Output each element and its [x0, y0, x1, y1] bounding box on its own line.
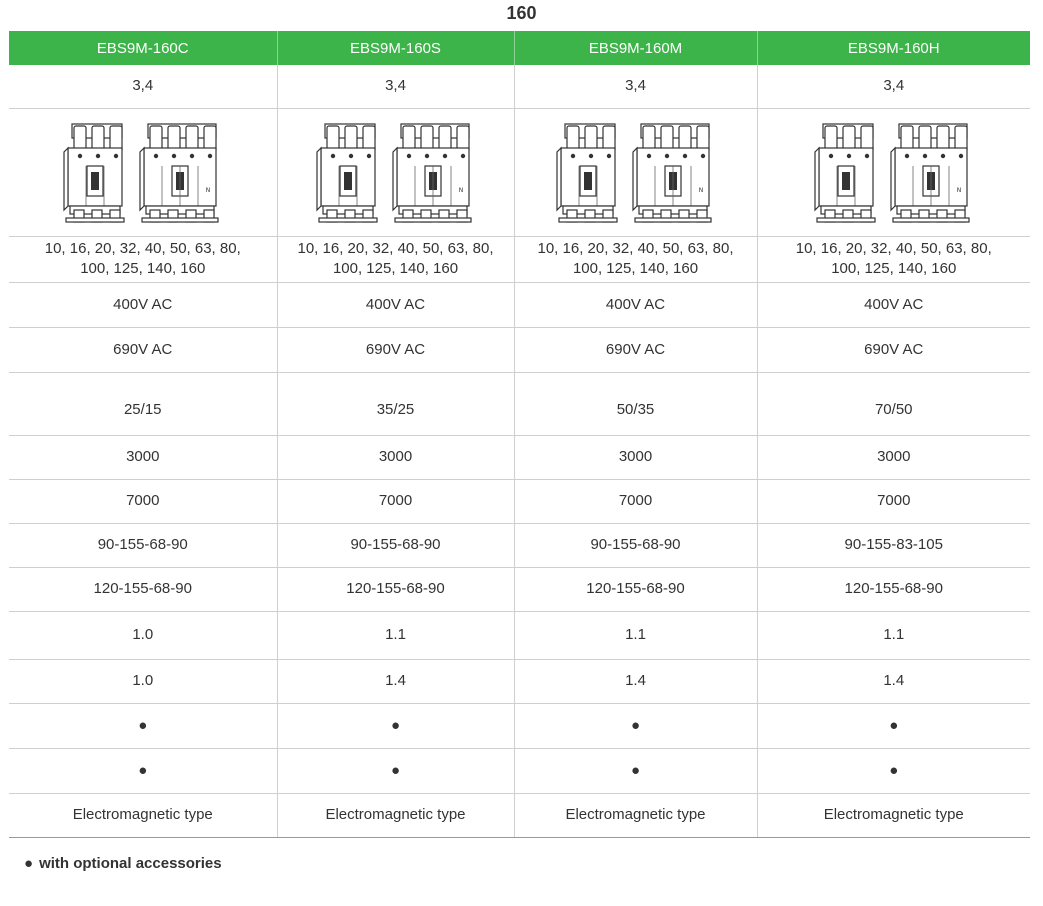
table-row [9, 611, 1030, 659]
cell-line: 100, 125, 140, 160 [831, 260, 957, 277]
table-row [9, 567, 1030, 611]
included-dot: ● [514, 703, 757, 748]
table-row [9, 703, 1030, 748]
table-row [9, 282, 1030, 327]
table-cell: Electromagnetic type [9, 793, 277, 837]
table-cell: 50/35 [514, 372, 757, 435]
svg-text:N: N [458, 187, 463, 194]
table-cell: 3000 [277, 435, 514, 479]
table-cell: 690V AC [514, 327, 757, 372]
table-row [9, 327, 1030, 372]
table-cell: Electromagnetic type [277, 793, 514, 837]
table-cell: 1.0 [9, 659, 277, 703]
table-cell: 90-155-68-90 [277, 523, 514, 567]
table-cell: 400V AC [277, 282, 514, 327]
page-title: 160 [506, 3, 537, 23]
table-row [9, 65, 1030, 108]
included-dot: ● [9, 703, 277, 748]
table-cell: 3,4 [9, 65, 277, 108]
table-cell: 1.1 [514, 611, 757, 659]
table-cell: 7000 [277, 479, 514, 523]
product-image-cell [757, 108, 1030, 236]
table-cell: 400V AC [514, 282, 757, 327]
cell-line: 100, 125, 140, 160 [332, 260, 459, 277]
table-cell: 1.1 [277, 611, 514, 659]
header-row [9, 31, 1030, 65]
table-cell: 120-155-68-90 [277, 567, 514, 611]
svg-text:N: N [205, 187, 210, 194]
cell-line: 10, 16, 20, 32, 40, 50, 63, 80, [297, 240, 494, 257]
table-row [9, 659, 1030, 703]
table-cell: 690V AC [9, 327, 277, 372]
breaker-3-pole-image [555, 122, 623, 226]
spec-table [9, 31, 1030, 838]
table-cell: 7000 [514, 479, 757, 523]
table-cell [277, 236, 514, 282]
table-cell [757, 236, 1030, 282]
table-row [9, 372, 1030, 435]
table-row [9, 523, 1030, 567]
column-header: EBS9M-160H [757, 31, 1030, 65]
breaker-4-pole-image [889, 122, 975, 226]
breaker-3-pole-image [315, 122, 383, 226]
product-image-cell [9, 108, 277, 236]
included-dot: ● [9, 748, 277, 793]
table-cell: 120-155-68-90 [757, 567, 1030, 611]
included-dot: ● [277, 703, 514, 748]
table-cell: 3,4 [514, 65, 757, 108]
table-cell: 3000 [757, 435, 1030, 479]
footnote [24, 855, 222, 872]
cell-line: 10, 16, 20, 32, 40, 50, 63, 80, [537, 240, 734, 257]
breaker-4-pole-image [631, 122, 717, 226]
included-dot: ● [757, 703, 1030, 748]
breaker-image-group [278, 118, 514, 226]
table-cell: 25/15 [9, 372, 277, 435]
table-cell: 120-155-68-90 [514, 567, 757, 611]
cell-line: 10, 16, 20, 32, 40, 50, 63, 80, [44, 240, 241, 257]
table-row [9, 748, 1030, 793]
table-cell: 90-155-68-90 [514, 523, 757, 567]
table-cell [9, 236, 277, 282]
table-cell: 690V AC [277, 327, 514, 372]
table-cell: 3000 [9, 435, 277, 479]
table-cell: 1.4 [514, 659, 757, 703]
footnote-text: with optional accessories [39, 855, 222, 872]
cell-line: 100, 125, 140, 160 [80, 260, 206, 277]
table-cell: 1.0 [9, 611, 277, 659]
table-row [9, 108, 1030, 236]
svg-text:N: N [956, 187, 961, 194]
table-cell: 90-155-83-105 [757, 523, 1030, 567]
breaker-3-pole-image [62, 122, 130, 226]
table-cell: 1.4 [277, 659, 514, 703]
table-cell: 7000 [9, 479, 277, 523]
table-cell: 400V AC [757, 282, 1030, 327]
table-cell: 400V AC [9, 282, 277, 327]
table-row [9, 479, 1030, 523]
included-dot: ● [757, 748, 1030, 793]
table-cell: 35/25 [277, 372, 514, 435]
table-row [9, 236, 1030, 282]
table-row [9, 793, 1030, 837]
product-image-cell [514, 108, 757, 236]
svg-text:N: N [698, 187, 703, 194]
table-row [9, 435, 1030, 479]
breaker-4-pole-image [138, 122, 224, 226]
table-cell: Electromagnetic type [514, 793, 757, 837]
breaker-image-group [9, 118, 277, 226]
table-cell: 120-155-68-90 [9, 567, 277, 611]
included-dot: ● [277, 748, 514, 793]
table-cell: 70/50 [757, 372, 1030, 435]
table-cell: 1.1 [757, 611, 1030, 659]
breaker-3-pole-image [813, 122, 881, 226]
breaker-image-group [758, 118, 1031, 226]
product-image-cell [277, 108, 514, 236]
table-cell: 3,4 [277, 65, 514, 108]
breaker-4-pole-image [391, 122, 477, 226]
table-cell: 1.4 [757, 659, 1030, 703]
table-cell: Electromagnetic type [757, 793, 1030, 837]
column-header: EBS9M-160S [277, 31, 514, 65]
table-cell [514, 236, 757, 282]
column-header: EBS9M-160M [514, 31, 757, 65]
cell-line: 10, 16, 20, 32, 40, 50, 63, 80, [795, 240, 992, 257]
table-cell: 7000 [757, 479, 1030, 523]
bullet-icon: ● [24, 855, 34, 872]
breaker-image-group [515, 118, 757, 226]
cell-line: 100, 125, 140, 160 [572, 260, 699, 277]
column-header: EBS9M-160C [9, 31, 277, 65]
table-cell: 690V AC [757, 327, 1030, 372]
table-cell: 3,4 [757, 65, 1030, 108]
table-cell: 90-155-68-90 [9, 523, 277, 567]
table-cell: 3000 [514, 435, 757, 479]
included-dot: ● [514, 748, 757, 793]
